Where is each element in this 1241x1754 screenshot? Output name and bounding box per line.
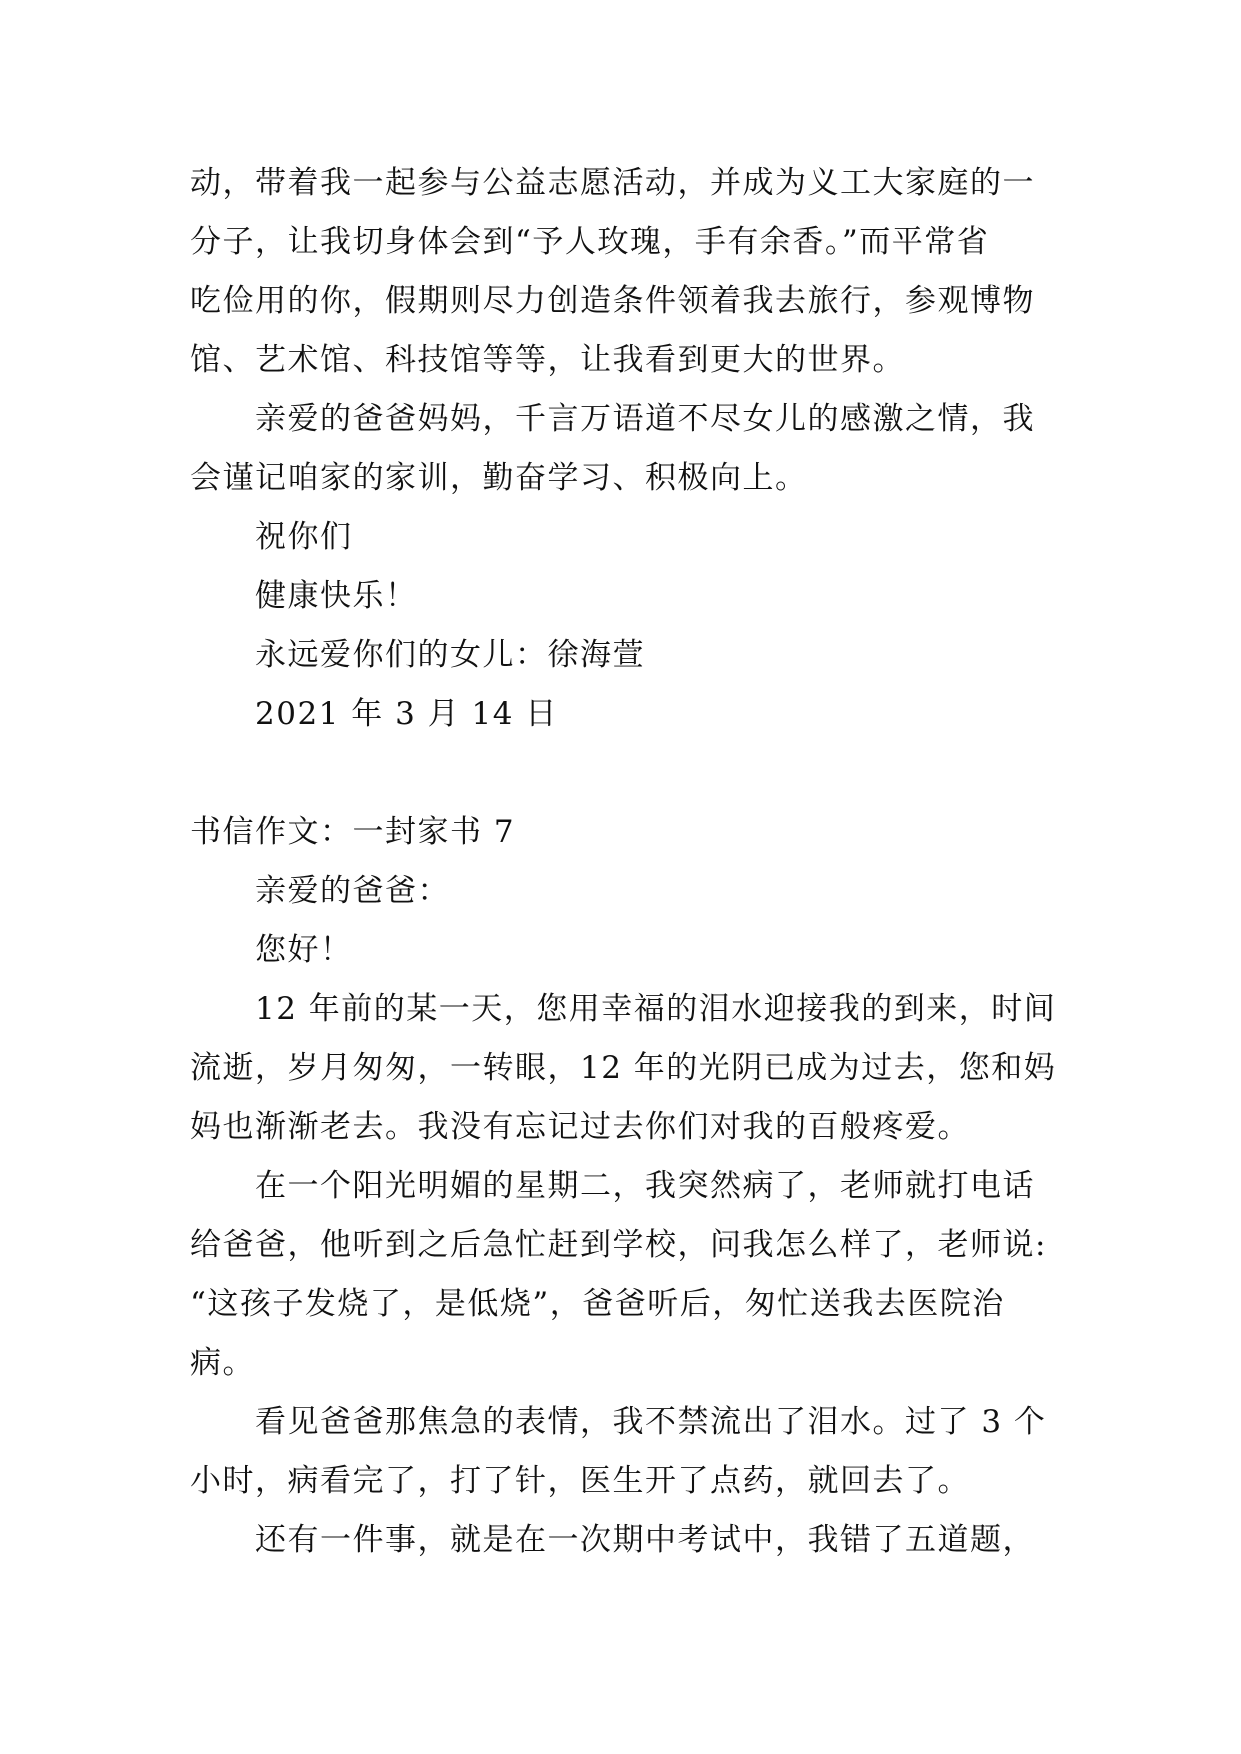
paragraph-line: 会谨记咱家的家训，勤奋学习、积极向上。 (190, 460, 808, 496)
section-title: 书信作文：一封家书 7 (190, 814, 516, 850)
signature: 永远爱你们的女儿：徐海萱 (255, 637, 645, 673)
paragraph-line: 给爸爸，他听到之后急忙赶到学校，问我怎么样了，老师说: (190, 1227, 1047, 1263)
paragraph-line: 12 年前的某一天，您用幸福的泪水迎接我的到来，时间 (255, 991, 1057, 1027)
paragraph-line: 馆、艺术馆、科技馆等等，让我看到更大的世界。 (190, 342, 905, 378)
paragraph-line: 分子，让我切身体会到“予人玫瑰，手有余香。”而平常省 (190, 224, 990, 260)
paragraph-line: 吃俭用的你，假期则尽力创造条件领着我去旅行，参观博物 (190, 283, 1035, 319)
paragraph-line: “这孩子发烧了，是低烧”，爸爸听后，匆忙送我去医院治 (190, 1286, 1005, 1322)
paragraph-line: 小时，病看完了，打了针，医生开了点药，就回去了。 (190, 1463, 970, 1499)
paragraph-line: 还有一件事，就是在一次期中考试中，我错了五道题， (255, 1522, 1035, 1558)
paragraph-line: 病。 (190, 1345, 255, 1381)
letter-opening: 您好！ (255, 932, 353, 968)
closing-salutation: 祝你们 (255, 519, 353, 555)
paragraph-line: 流逝，岁月匆匆，一转眼，12 年的光阴已成为过去，您和妈 (190, 1050, 1057, 1086)
paragraph-line: 看见爸爸那焦急的表情，我不禁流出了泪水。过了 3 个 (255, 1404, 1047, 1440)
paragraph-line: 妈也渐渐老去。我没有忘记过去你们对我的百般疼爱。 (190, 1109, 970, 1145)
letter-date: 2021 年 3 月 14 日 (255, 696, 558, 732)
paragraph-line: 在一个阳光明媚的星期二，我突然病了，老师就打电话 (255, 1168, 1035, 1204)
closing-wish: 健康快乐！ (255, 578, 418, 614)
letter-greeting: 亲爱的爸爸： (255, 873, 450, 909)
paragraph-line: 亲爱的爸爸妈妈，千言万语道不尽女儿的感激之情，我 (255, 401, 1035, 437)
paragraph-line: 动，带着我一起参与公益志愿活动，并成为义工大家庭的一 (190, 165, 1035, 201)
